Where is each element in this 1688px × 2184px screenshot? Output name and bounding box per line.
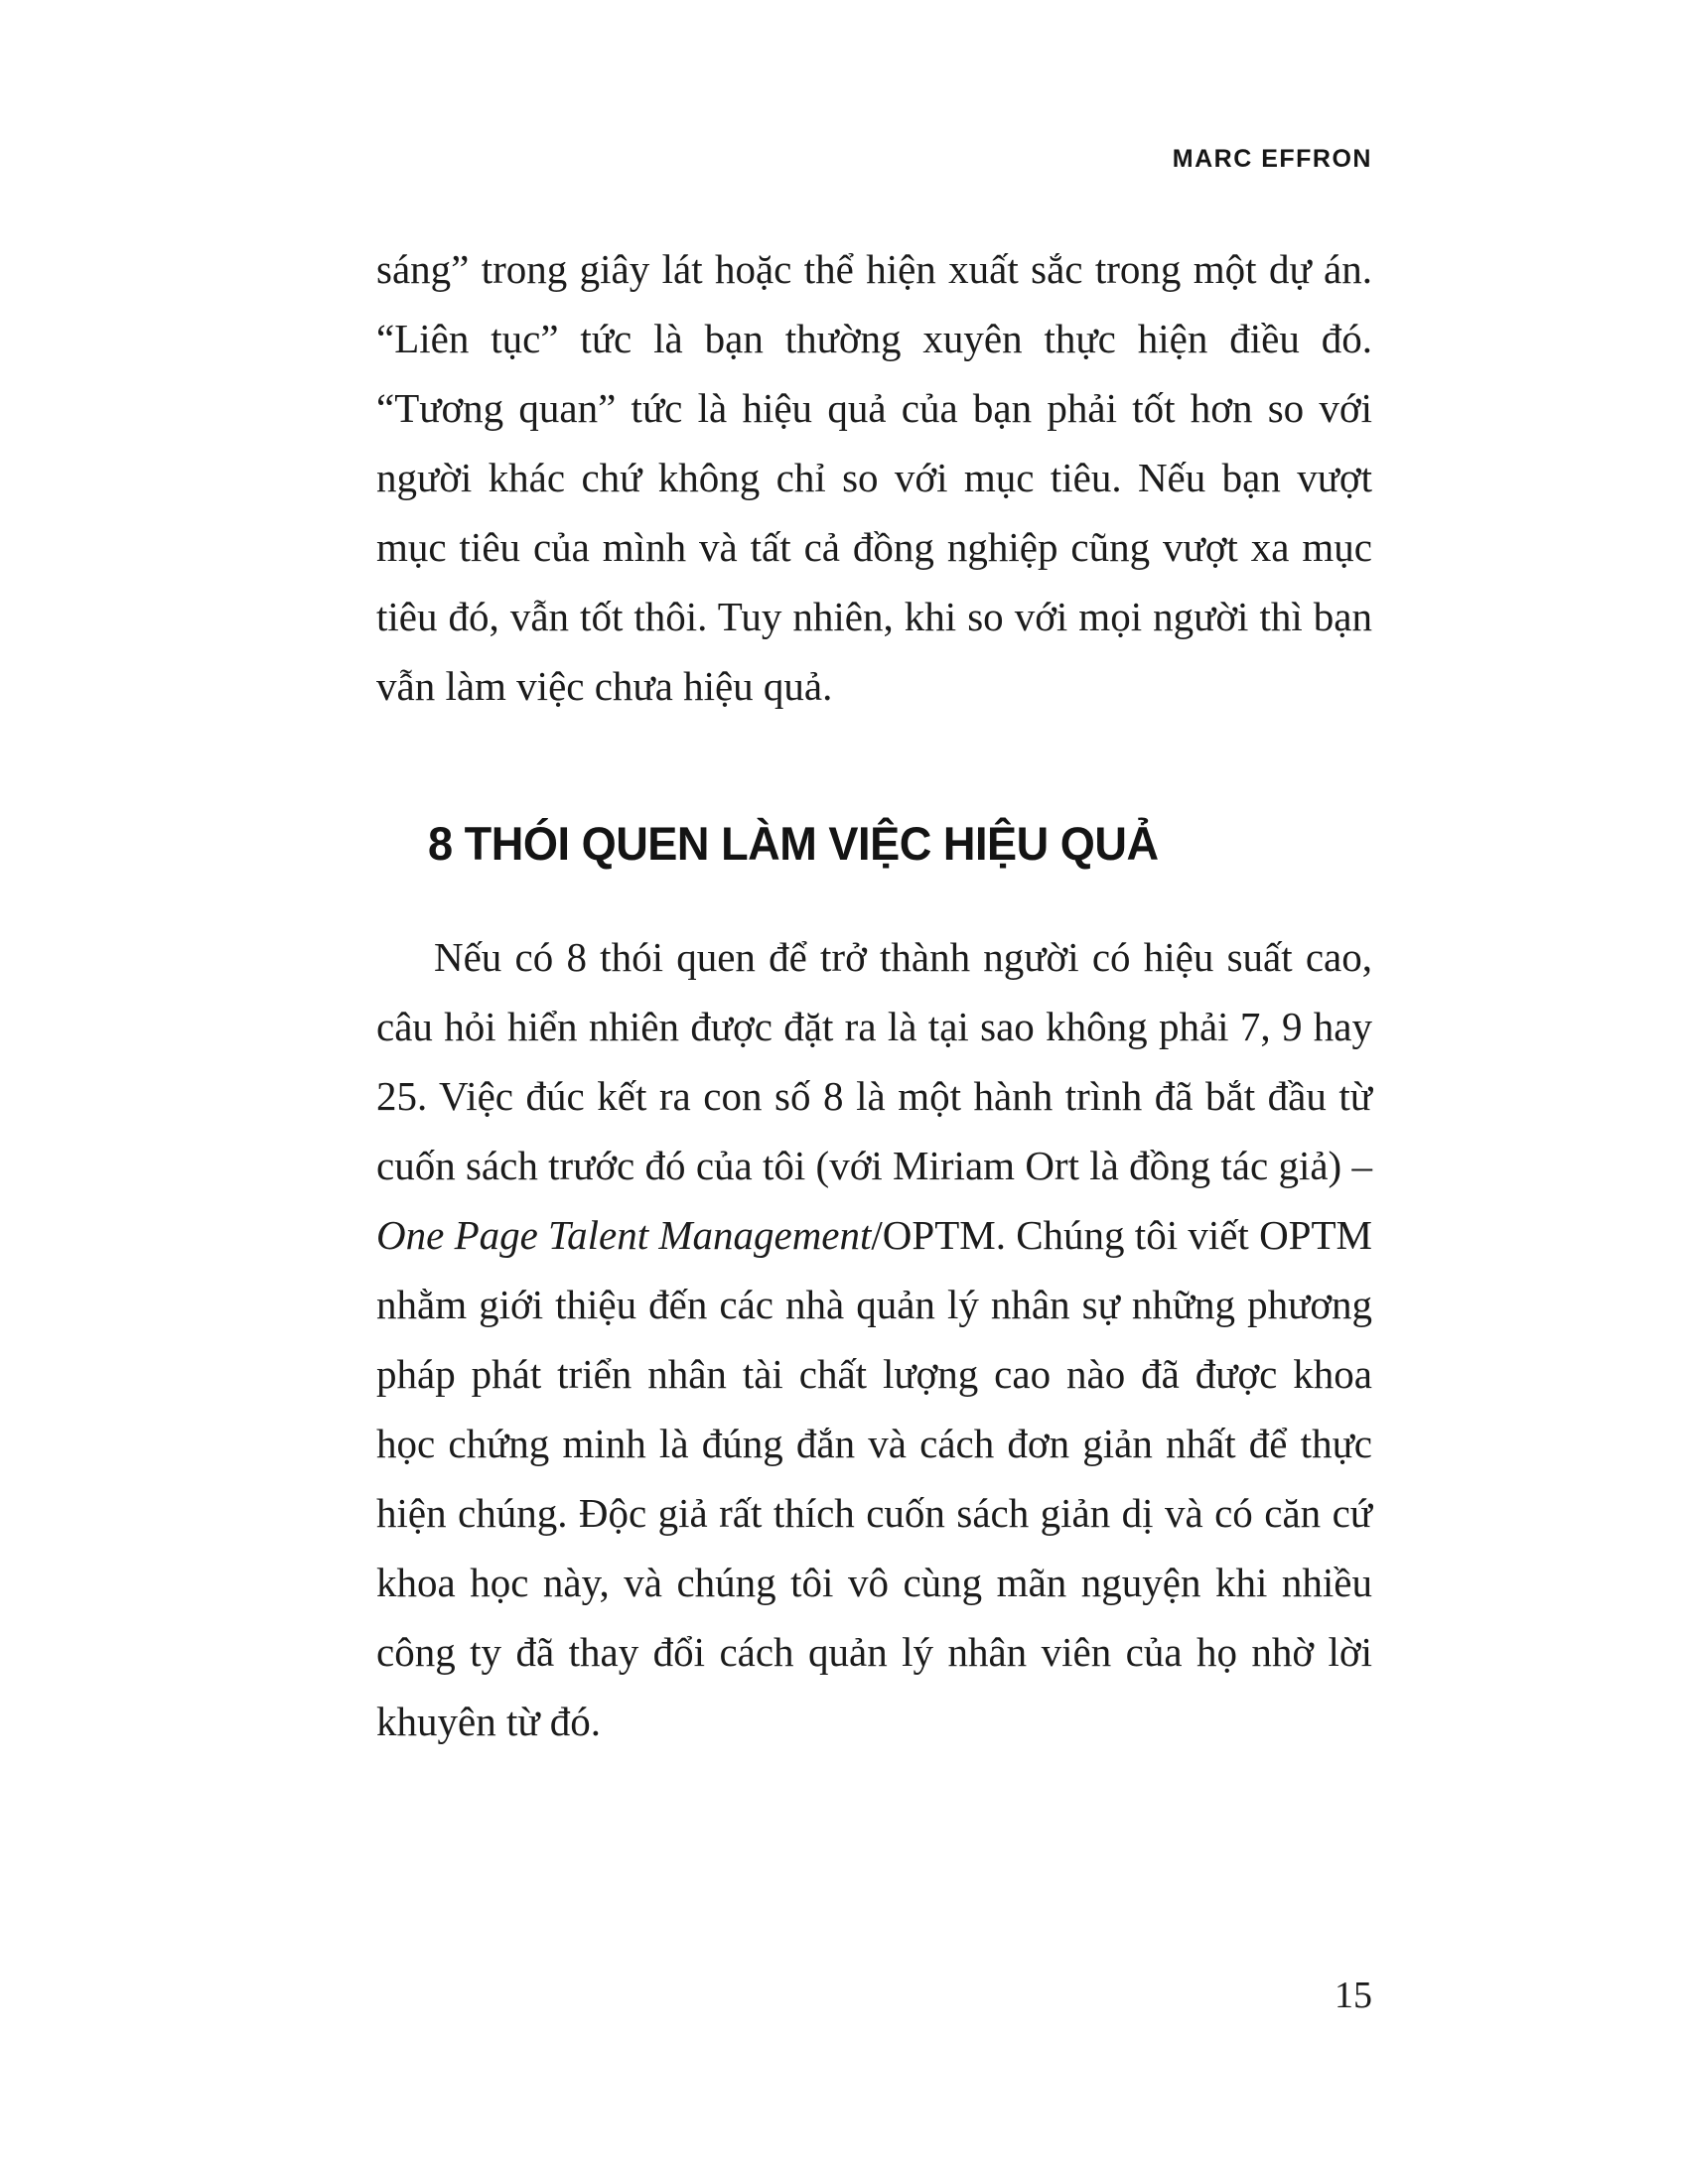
running-header-author: MARC EFFRON: [1172, 145, 1372, 173]
paragraph-2: [376, 922, 1372, 1756]
page-content: [376, 234, 1372, 1756]
paragraph-2-text-after: /OPTM. Chúng tôi viết OPTM nhằm giới thiệu đến các nhà quản lý nhân sự những phương pháp phát triển nhân tài chất lượng cao nào đã được khoa học chứng minh là đúng đắn và cách đơn giản nhất để thực hiện chúng. Độc giả rất thích cuốn sách giản dị và có căn cứ khoa học này, và chúng tôi vô cùng mãn nguyện khi nhiều công ty đã thay đổi cách quản lý nhân viên của họ nhờ lời khuyên từ đó.: [376, 1212, 1372, 1744]
page-number: 15: [1335, 1975, 1372, 2016]
paragraph-2-text-before: Nếu có 8 thói quen để trở thành người có hiệu suất cao, câu hỏi hiển nhiên được đặt ra là tại sao không phải 7, 9 hay 25. Việc đúc kết ra con số 8 là một hành trình đã bắt đầu từ cuốn sách trước đó của tôi (với Miriam Ort là đồng tác giả) –: [376, 934, 1372, 1188]
book-title-italic: One Page Talent Management: [376, 1212, 872, 1258]
section-heading: 8 THÓI QUEN LÀM VIỆC HIỆU QUẢ: [428, 817, 1159, 870]
paragraph-1: sáng” trong giây lát hoặc thể hiện xuất sắc trong một dự án. “Liên tục” tức là bạn thường xuyên thực hiện điều đó. “Tương quan” tức là hiệu quả của bạn phải tốt hơn so với người khác chứ không chỉ so với mục tiêu. Nếu bạn vượt mục tiêu của mình và tất cả đồng nghiệp cũng vượt xa mục tiêu đó, vẫn tốt thôi. Tuy nhiên, khi so với mọi người thì bạn vẫn làm việc chưa hiệu quả.: [376, 246, 1372, 709]
